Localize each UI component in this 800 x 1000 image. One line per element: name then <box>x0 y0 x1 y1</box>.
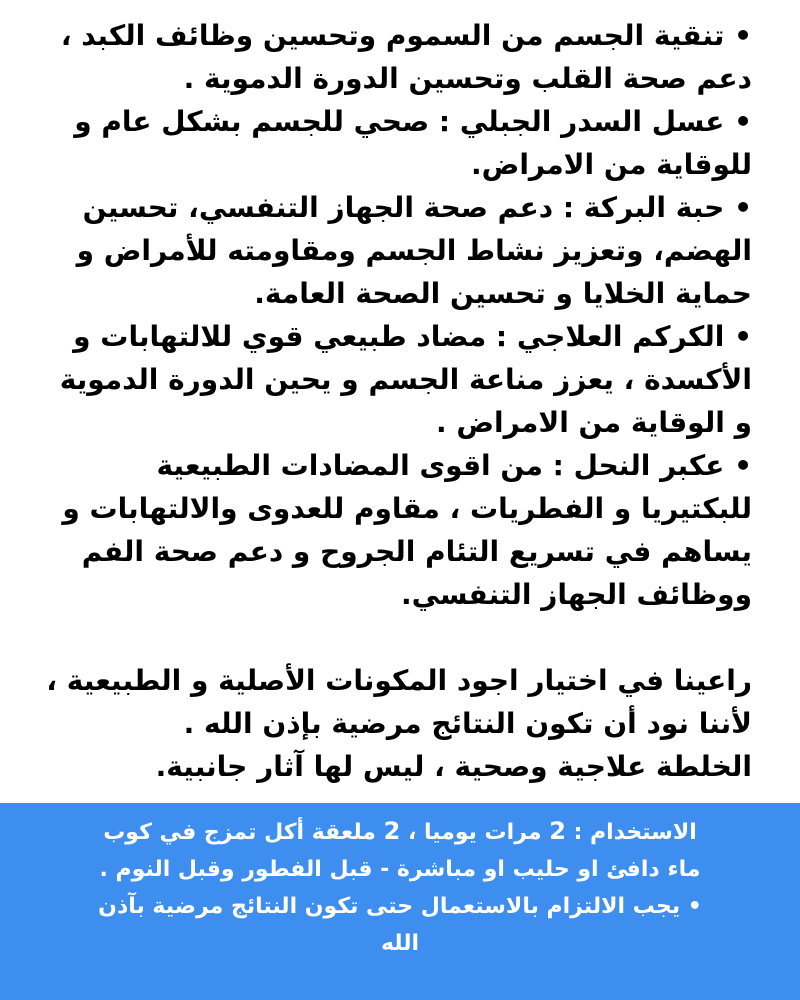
bullet-icon: • <box>734 191 752 224</box>
bullet-icon: • <box>734 19 752 52</box>
usage-times-text: مرات يوميا ، <box>407 820 542 845</box>
usage-note-text: يجب الالتزام بالاستعمال حتى تكون النتائج مرضية بآذن الله <box>98 894 681 956</box>
usage-spoons-number: 2 <box>383 817 401 845</box>
usage-times-number: 2 <box>549 817 566 845</box>
benefit-item <box>40 186 752 315</box>
benefit-item <box>40 14 752 100</box>
benefit-text: حبة البركة : دعم صحة الجهاز التنفسي، تحسين الهضم، وتعزيز نشاط الجسم ومقاومته للأمراض و حماية الخلايا و تحسين الصحة العامة. <box>76 191 752 310</box>
usage-rest-text: ملعقة أكل تمزج في كوب ماء دافئ او حليب او مباشرة - قبل الفطور وقبل النوم . <box>99 820 701 882</box>
benefit-text: عكبر النحل : من اقوى المضادات الطبيعية للبكتيريا و الفطريات ، مقاوم للعدوى والالتهابات و يساهم في تسريع التئام الجروح و دعم صحة الفم ووظائف الجهاز التنفسي. <box>62 449 752 611</box>
benefit-item <box>40 315 752 444</box>
closing-line: لأننا نود أن تكون النتائج مرضية بإذن الله . <box>183 707 752 740</box>
benefit-text: الكركم العلاجي : مضاد طبيعي قوي للالتهابات و الأكسدة ، يعزز مناعة الجسم و يحين الدورة الدموية و الوقاية من الامراض . <box>59 320 752 439</box>
usage-banner <box>0 803 800 1000</box>
benefit-text: تنقية الجسم من السموم وتحسين وظائف الكبد ، دعم صحة القلب وتحسين الدورة الدموية . <box>60 19 752 95</box>
usage-instructions <box>90 813 710 888</box>
bullet-icon: • <box>734 320 752 353</box>
spacer <box>40 616 752 659</box>
benefits-section <box>40 14 752 788</box>
closing-line: الخلطة علاجية وصحية ، ليس لها آثار جانبية. <box>155 750 752 783</box>
benefit-item <box>40 444 752 616</box>
bullet-icon: • <box>734 105 752 138</box>
bullet-icon: • <box>687 894 702 919</box>
benefit-text: عسل السدر الجبلي : صحي للجسم بشكل عام و للوقاية من الامراض. <box>74 105 752 181</box>
usage-note <box>90 888 710 962</box>
bullet-icon: • <box>734 449 752 482</box>
closing-line: راعينا في اختيار اجود المكونات الأصلية و الطبيعية ، <box>46 664 752 697</box>
usage-prefix: الاستخدام : <box>573 820 697 845</box>
benefit-item <box>40 100 752 186</box>
closing-statement <box>40 659 752 788</box>
